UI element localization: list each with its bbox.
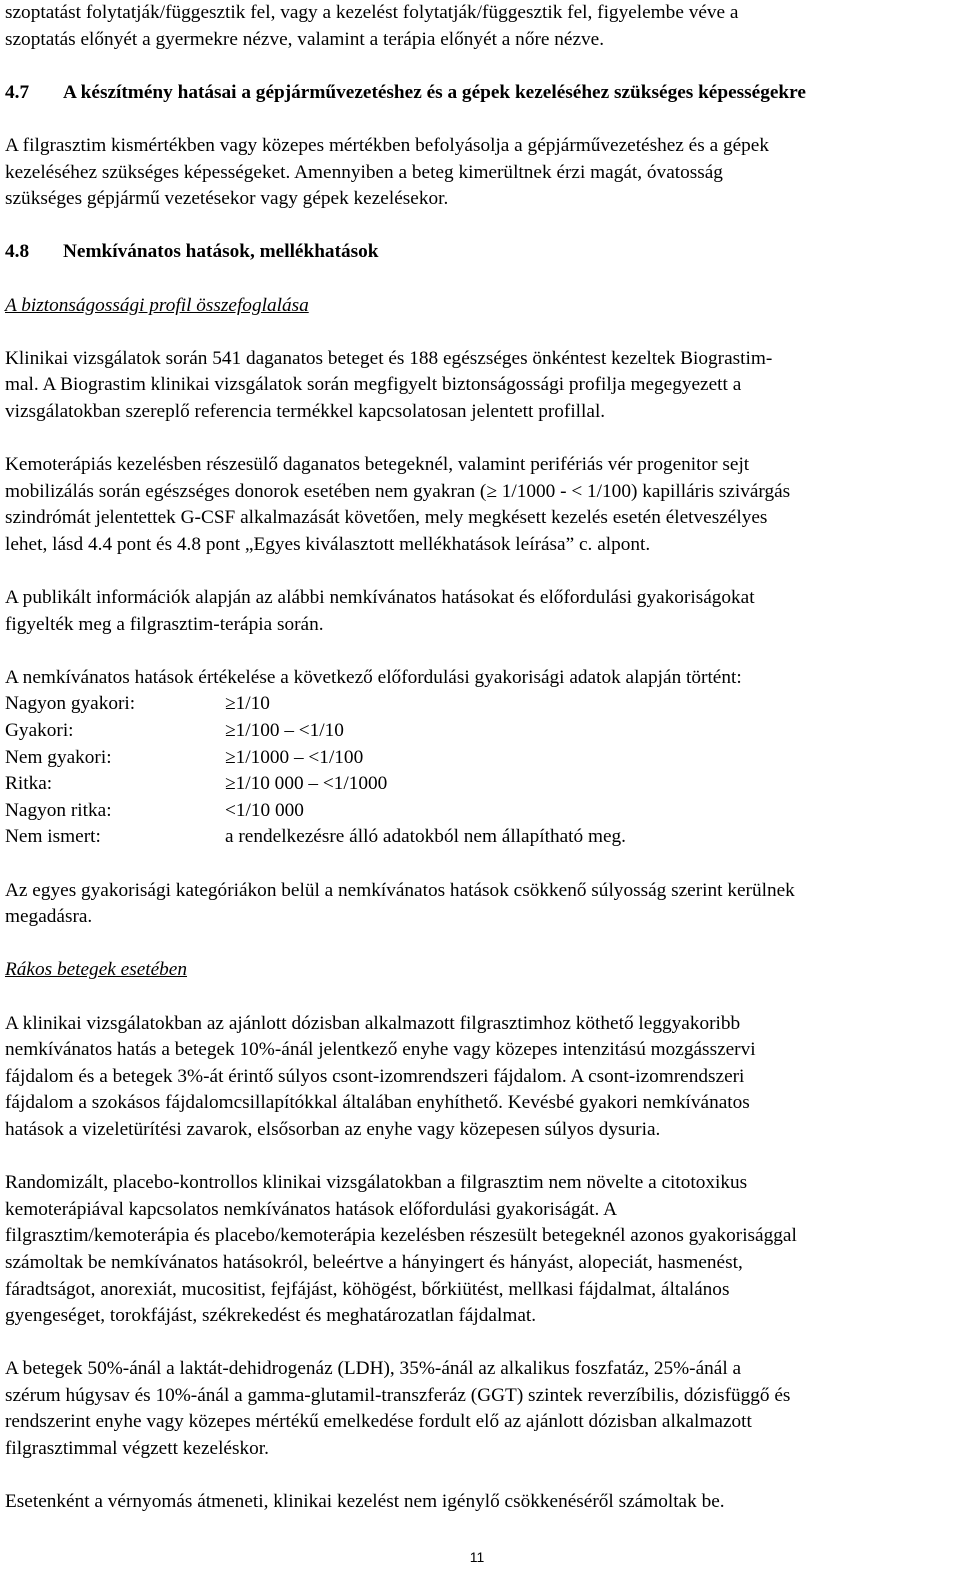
section-heading-4-8 [5,239,949,266]
text-line: szérum húgysav és 10%-ánál a gamma-glutamil-transzferáz (GGT) szintek reverzíbilis, dózisfüggő és [5,1384,791,1406]
paragraph-capillary-leak [5,452,949,558]
text-line: szoptatás előnyét a gyermekre nézve, valamint a terápia előnyét a nőre nézve. [5,28,605,50]
text-line: A klinikai vizsgálatokban az ajánlott dózisban alkalmazott filgrasztimhoz köthető leggyakoribb [5,1012,741,1034]
section-heading-4-7 [5,80,949,107]
text-line: fájdalom a szokásos fájdalomcsillapítókkal általában enyhíthető. Kevésbé gyakori nemkívánatos [5,1092,750,1114]
frequency-row [5,771,949,798]
frequency-row [5,798,949,825]
text-line: filgrasztim/kemoterápia és placebo/kemoterápia kezelésben részesült betegeknél azonos gyakorisággal [5,1225,797,1247]
text-line: fájdalom és a betegek 3%-át érintő súlyos csont-izomrendszeri fájdalom. A csont-izomrendszeri [5,1065,745,1087]
frequency-label: Ritka: [5,773,53,795]
text-line: mal. A Biograstim klinikai vizsgálatok során megfigyelt biztonságossági profilja megegyezett a [5,374,742,396]
paragraph-most-common [5,1011,949,1144]
text-line: kezeléséhez szükséges képességeket. Amennyiben a beteg kimerültnek érzi magát, óvatosság [5,161,723,183]
page-number: 11 [469,1549,485,1565]
frequency-value: ≥1/10 000 – <1/1000 [225,773,388,795]
frequency-value: ≥1/100 – <1/10 [225,720,344,742]
cancer-patients-subtitle: Rákos betegek esetében [5,959,188,981]
text-line: szoptatást folytatják/függesztik fel, vagy a kezelést folytatják/függesztik fel, figyelembe véve a [5,2,739,23]
text-line: rendszerint enyhe vagy közepes mértékű emelkedése fordult elő az ajánlott dózisban alkalmazott [5,1411,752,1433]
text-line: Klinikai vizsgálatok során 541 daganatos beteget és 188 egészséges önkéntest kezeltek Biograstim- [5,347,773,369]
frequency-value: a rendelkezésre álló adatokból nem állapítható meg. [225,826,626,848]
frequency-label: Nem gyakori: [5,746,112,768]
text-line: Esetenként a vérnyomás átmeneti, klinikai kezelést nem igénylő csökkenéséről számoltak be. [5,1491,725,1513]
text-line: kemoterápiával kapcsolatos nemkívánatos hatások előfordulási gyakoriságát. A [5,1198,618,1220]
text-line: Az egyes gyakorisági kategóriákon belül a nemkívánatos hatások csökkenő súlyosság szerint kerülnek [5,879,795,901]
frequency-table [5,691,949,851]
frequency-row [5,718,949,745]
text-line: gyengeséget, torokfájást, székrekedést és meghatározatlan fájdalmat. [5,1305,537,1327]
frequency-row [5,691,949,718]
text-line: Kemoterápiás kezelésben részesülő daganatos betegeknél, valamint perifériás vér progenitor sejt [5,454,750,476]
frequency-row [5,824,949,851]
frequency-label: Gyakori: [5,720,74,742]
text-line: számoltak be nemkívánatos hatásokról, beleértve a hányingert és hányást, alopeciát, hasmenést, [5,1251,743,1273]
text-line: vizsgálatokban szereplő referencia termékkel kapcsolatosan jelentett profillal. [5,400,606,422]
section-number: 4.7 [5,81,30,103]
text-line: A publikált információk alapján az alábbi nemkívánatos hatásokat és előfordulási gyakoriságokat [5,587,755,609]
text-line: hatások a vizeletürítési zavarok, elsősorban az enyhe vagy közepesen súlyos dysuria. [5,1118,661,1140]
text-line: filgrasztimmal végzett kezeléskor. [5,1438,269,1460]
text-line: szindrómát jelentettek G-CSF alkalmazását követően, mely megkésett kezelés esetén életveszélyes [5,507,768,529]
text-line: megadásra. [5,906,93,928]
paragraph-blood-pressure [5,1489,949,1516]
frequency-value: ≥1/1000 – <1/100 [225,746,364,768]
paragraph-lab-values [5,1356,949,1462]
paragraph-severity-order [5,878,949,931]
safety-profile-subtitle: A biztonságossági profil összefoglalása [5,294,309,316]
frequency-value: <1/10 000 [225,799,304,821]
paragraph-randomized [5,1170,949,1330]
text-line: figyelték meg a filgrasztim-terápia során. [5,613,324,635]
frequency-intro: A nemkívánatos hatások értékelése a következő előfordulási gyakorisági adatok alapján történt: [5,666,742,688]
document-page [5,0,949,1565]
section-4-7-body [5,133,949,213]
frequency-row [5,745,949,772]
frequency-value: ≥1/10 [225,693,270,715]
section-title: A készítmény hatásai a gépjárművezetéshez és a gépek kezeléséhez szükséges képességekre [63,81,806,103]
section-number: 4.8 [5,241,30,263]
paragraph-clinical-trials [5,346,949,426]
text-line: Randomizált, placebo-kontrollos klinikai vizsgálatokban a filgrasztim nem növelte a citotoxikus [5,1172,748,1194]
text-line: lehet, lásd 4.4 pont és 4.8 pont „Egyes kiválasztott mellékhatások leírása” c. alpont. [5,533,651,555]
frequency-label: Nagyon gyakori: [5,693,136,715]
text-line: nemkívánatos hatás a betegek 10%-ánál jelentkező enyhe vagy közepes intenzitású mozgásszervi [5,1039,756,1061]
text-line: szükséges gépjármű vezetésekor vagy gépek kezelésekor. [5,188,449,210]
section-title: Nemkívánatos hatások, mellékhatások [63,241,379,263]
frequency-label: Nem ismert: [5,826,101,848]
text-line: A filgrasztim kismértékben vagy közepes mértékben befolyásolja a gépjárművezetéshez és a gépek [5,134,769,156]
paragraph-published-info [5,585,949,638]
text-line: mobilizálás során egészséges donorok esetében nem gyakran (≥ 1/1000 - < 1/100) kapilláris szivárgás [5,480,791,502]
text-line: fáradtságot, anorexiát, mucositist, fejfájást, köhögést, bőrkiütést, mellkasi fájdalmat, általános [5,1278,730,1300]
text-line: A betegek 50%-ánál a laktát-dehidrogenáz (LDH), 35%-ánál az alkalikus foszfatáz, 25%-ánál a [5,1358,742,1380]
top-paragraph [5,0,949,53]
frequency-label: Nagyon ritka: [5,799,112,821]
